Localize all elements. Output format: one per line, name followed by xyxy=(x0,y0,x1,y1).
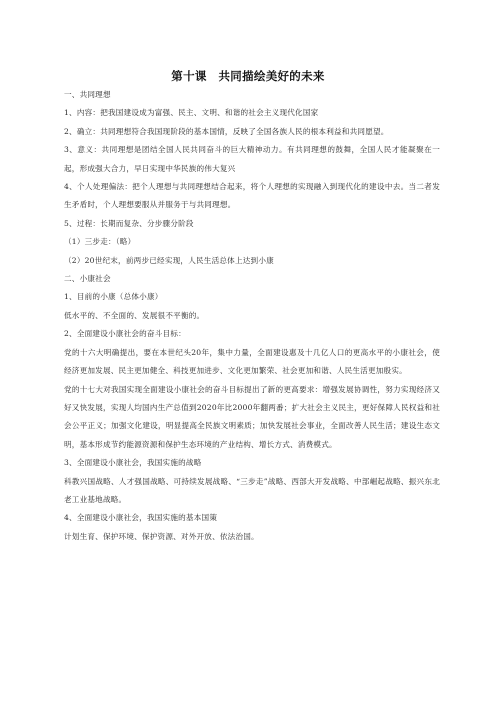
paragraph-content: 1、内容：把我国建设成为富强、民主、文明、和谐的社会主义现代化国家 xyxy=(64,108,319,118)
paragraph-strategies-heading: 3、全面建设小康社会，我国实施的战略 xyxy=(64,458,202,468)
paragraph-17th-congress: 党的十七大对我国实现全面建设小康社会的奋斗目标提出了新的更高要求：增强发展协调性，努力实现经济又好又快发展，实现人均国内生产总值到2020年比2000年翻两番；扩大社会主义民主，更好保障人民权益和社会公平正义；加强文化建设，明显提高全民族文明素质；加快发展社会事业，全面改善人民生活；建设生态文明，基本形成节约能源资源和保护生态环境的产业结构、增长方式、消费模式。 xyxy=(64,384,440,449)
paragraph-policies: 计划生育、保护环境、保护资源、对外开放、依法治国。 xyxy=(64,531,259,541)
paragraph-goal-heading: 2、全面建设小康社会的奋斗目标： xyxy=(64,329,186,339)
paragraph-process: 5、过程：长期而复杂、分步骤分阶段 xyxy=(64,218,194,228)
paragraph-strategies: 科教兴国战略、人才强国战略、可持续发展战略、“三步走”战略、西部大开发战略、中部崛起战略、振兴东北老工业基地战略。 xyxy=(64,476,440,504)
paragraph-20th-century: （2）20世纪末，前两步已经实现，人民生活总体上达到小康 xyxy=(64,255,274,265)
heading-common-ideal: 一、共同理想 xyxy=(64,90,111,99)
paragraph-policies-heading: 4、全面建设小康社会，我国实施的基本国策 xyxy=(64,513,218,523)
paragraph-establishment: 2、确立：共同理想符合我国现阶段的基本国情，反映了全国各族人民的根本利益和共同愿望。 xyxy=(64,126,389,136)
lesson-title: 第十课 共同描绘美好的未来 xyxy=(171,69,325,83)
paragraph-16th-congress: 党的十六大明确提出，要在本世纪头20年，集中力量，全面建设惠及十几亿人口的更高水平的小康社会，使经济更加发展、民主更加健全、科技更加进步、文化更加繁荣、社会更加和谐、人民生活更加殷实。 xyxy=(64,347,440,376)
document-body xyxy=(64,86,440,546)
paragraph-significance: 3、意义：共同理想是团结全国人民共同奋斗的巨大精神动力。有共同理想的鼓舞，全国人民才能凝聚在一起，形成强大合力，早日实现中华民族的伟大复兴 xyxy=(64,145,440,173)
paragraph-low-level: 低水平的、不全面的、发展很不平衡的。 xyxy=(64,310,205,320)
paragraph-three-steps: （1）三步走：（略） xyxy=(64,237,136,247)
paragraph-personal-handling: 4、个人处理偏法：把个人理想与共同理想结合起来，将个人理想的实现融入到现代化的建设中去。当二者发生矛盾时，个人理想要服从并服务于与共同理想。 xyxy=(64,182,440,210)
heading-xiaokang: 二、小康社会 xyxy=(64,274,111,284)
paragraph-current-xiaokang: 1、目前的小康（总体小康） xyxy=(64,292,163,302)
